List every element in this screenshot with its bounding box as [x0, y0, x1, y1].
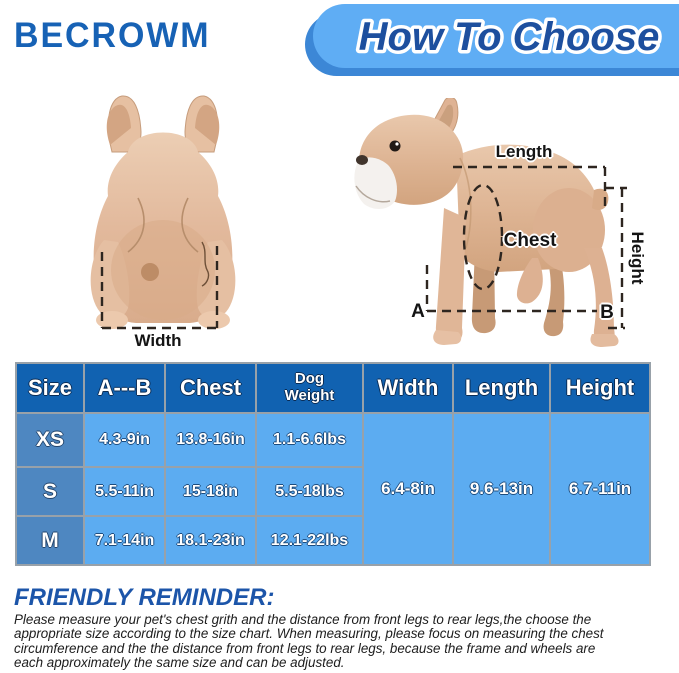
cell-xs-chest: 13.8-16in	[165, 413, 256, 467]
point-b-label: B	[600, 302, 614, 323]
table-header-row	[16, 363, 650, 413]
cell-m-chest: 18.1-23in	[165, 516, 256, 565]
reminder-title: FRIENDLY REMINDER:	[14, 584, 275, 611]
col-header-chest: Chest	[165, 363, 256, 413]
col-header-dog-weight: Dog Weight	[256, 363, 363, 413]
cell-s-chest: 15-18in	[165, 467, 256, 516]
col-header-size: Size	[16, 363, 84, 413]
cell-s-a-b: 5.5-11in	[84, 467, 165, 516]
how-to-choose-banner	[313, 4, 679, 68]
col-header-a-b: A---B	[84, 363, 165, 413]
chest-measure-label: Chest	[503, 230, 557, 251]
measurement-diagram	[0, 88, 679, 358]
cell-xs-size: XS	[16, 413, 84, 467]
size-table	[15, 362, 651, 566]
measurement-overlay	[0, 88, 679, 358]
cell-m-a-b: 7.1-14in	[84, 516, 165, 565]
cell-merged-height: 6.7-11in	[550, 413, 650, 565]
reminder-line: each approximately the same size and can be adjusted.	[14, 655, 345, 671]
reminder-line: circumference and the the distance from front legs to rear legs, because the frame and wheels are	[14, 640, 596, 656]
length-measure-label: Length	[495, 142, 553, 161]
reminder-body	[14, 613, 669, 671]
cell-s-weight: 5.5-18lbs	[256, 467, 363, 516]
cell-merged-width: 6.4-8in	[363, 413, 453, 565]
reminder-line: appropriate size according to the size chart. When measuring, please focus on measuring the chest	[14, 626, 604, 642]
brand-logo: BECROWM	[14, 16, 211, 55]
cell-xs-weight: 1.1-6.6lbs	[256, 413, 363, 467]
cell-s-size: S	[16, 467, 84, 516]
cell-m-weight: 12.1-22lbs	[256, 516, 363, 565]
cell-merged-length: 9.6-13in	[453, 413, 550, 565]
banner-title-svg	[313, 4, 679, 68]
width-measure-label: Width	[134, 331, 182, 350]
banner-title: How To Choose	[358, 15, 660, 59]
col-header-height: Height	[550, 363, 650, 413]
cell-xs-a-b: 4.3-9in	[84, 413, 165, 467]
cell-m-size: M	[16, 516, 84, 565]
point-a-label: A	[411, 301, 425, 322]
height-measure-label: Height	[628, 231, 647, 285]
table-row-xs	[16, 413, 650, 467]
reminder-line: Please measure your pet's chest grith and the distance from front legs to rear legs,the choose the	[14, 612, 592, 627]
col-header-width: Width	[363, 363, 453, 413]
col-header-length: Length	[453, 363, 550, 413]
